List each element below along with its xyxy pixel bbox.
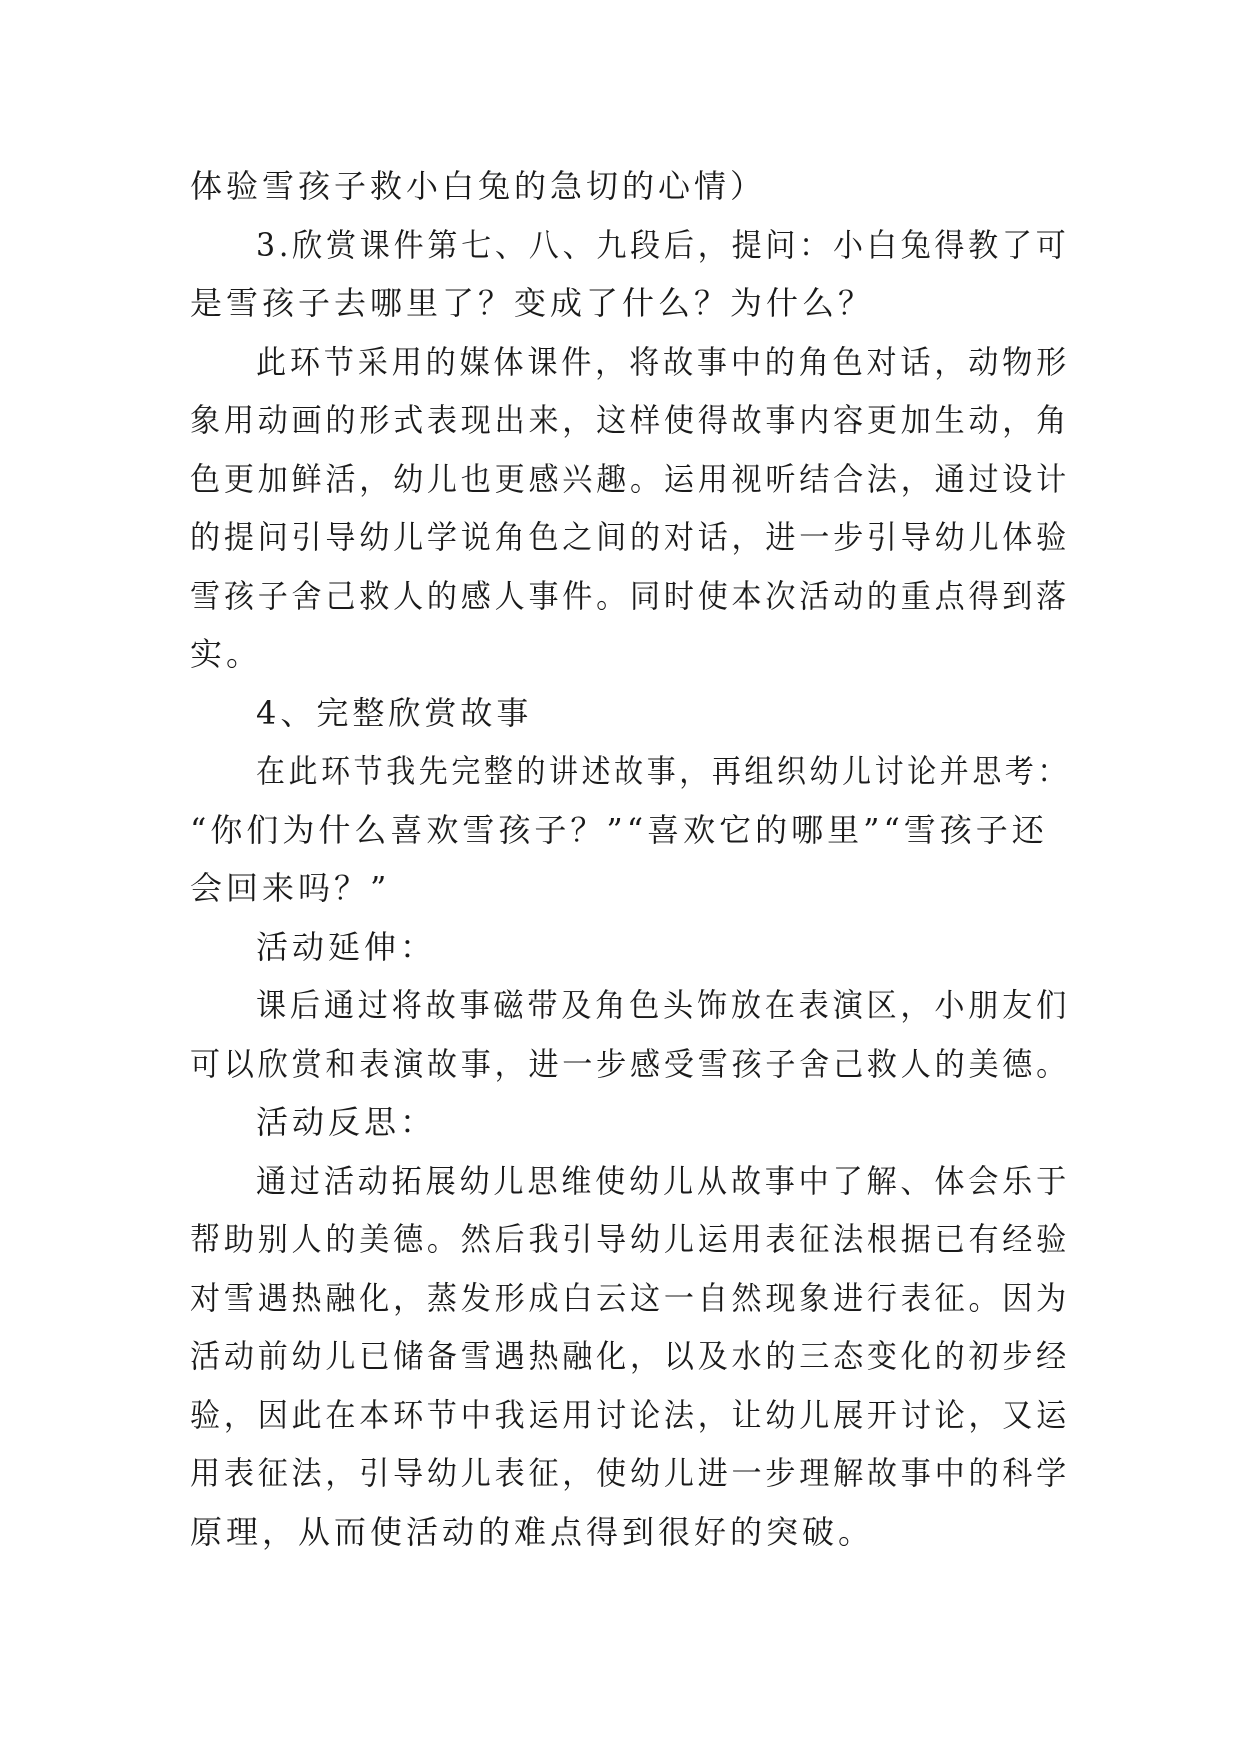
- text-line: 3.欣赏课件第七、八、九段后，提问：小白兔得教了可: [256, 225, 1070, 264]
- text-line: 活动延伸：: [256, 927, 437, 966]
- text-line: 对雪遇热融化，蒸发形成白云这一自然现象进行表征。因为: [190, 1278, 1071, 1317]
- text-line: 通过活动拓展幼儿思维使幼儿从故事中了解、体会乐于: [256, 1161, 1071, 1200]
- text-line: 雪孩子舍己救人的感人事件。同时使本次活动的重点得到落: [190, 576, 1071, 615]
- text-line: 原理，从而使活动的难点得到很好的突破。: [190, 1512, 875, 1551]
- text-line: 象用动画的形式表现出来，这样使得故事内容更加生动，角: [190, 401, 1071, 439]
- text-line: 活动反思：: [256, 1103, 437, 1141]
- text-line: 体验雪孩子救小白兔的急切的心情）: [190, 167, 767, 205]
- text-line: 的提问引导幼儿学说角色之间的对话，进一步引导幼儿体验: [190, 518, 1071, 556]
- text-line: 实。: [190, 635, 263, 673]
- text-line: 色更加鲜活，幼儿也更感兴趣。运用视听结合法，通过设计: [190, 459, 1071, 498]
- document-body: [190, 157, 1070, 1561]
- text-line: 帮助别人的美德。然后我引导幼儿运用表征法根据已有经验: [190, 1220, 1071, 1258]
- text-line: 此环节采用的媒体课件，将故事中的角色对话，动物形: [256, 342, 1071, 381]
- text-line: 是雪孩子去哪里了？变成了什么？为什么？: [190, 284, 875, 322]
- text-line: 在此环节我先完整的讲述故事，再组织幼儿讨论并思考：: [256, 752, 1071, 790]
- text-line: 用表征法，引导幼儿表征，使幼儿进一步理解故事中的科学: [190, 1454, 1071, 1492]
- text-line: 活动前幼儿已储备雪遇热融化，以及水的三态变化的初步经: [190, 1337, 1071, 1375]
- text-line: “你们为什么喜欢雪孩子？”“喜欢它的哪里”“雪孩子还: [190, 810, 1048, 849]
- text-line: 会回来吗？”: [190, 869, 391, 907]
- text-line: 4、完整欣赏故事: [256, 693, 533, 732]
- text-line: 课后通过将故事磁带及角色头饰放在表演区，小朋友们: [256, 986, 1071, 1024]
- text-line: 可以欣赏和表演故事，进一步感受雪孩子舍己救人的美德。: [190, 1044, 1071, 1083]
- text-line: 验，因此在本环节中我运用讨论法，让幼儿展开讨论，又运: [190, 1395, 1071, 1434]
